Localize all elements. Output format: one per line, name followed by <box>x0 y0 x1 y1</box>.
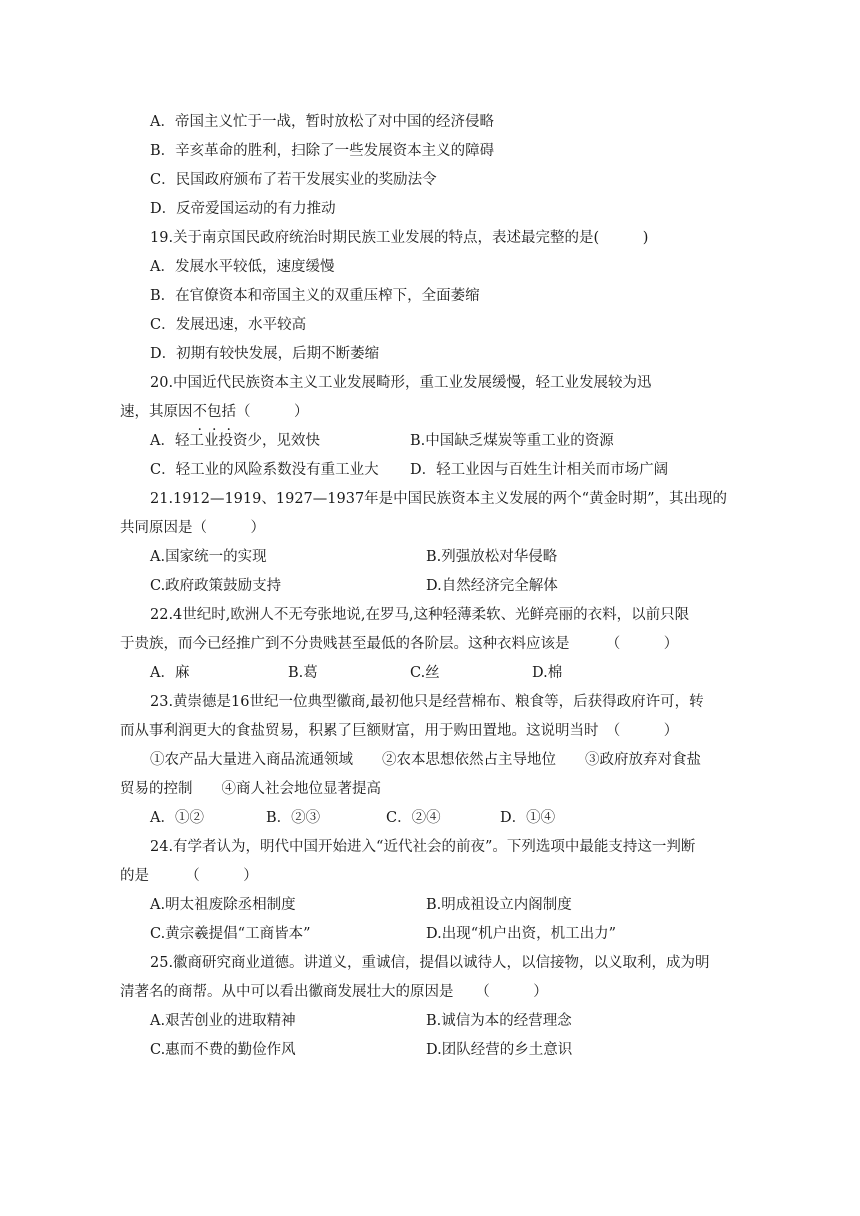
q18-option-b: B．辛亥革命的胜利，扫除了一些发展资本主义的障碍 <box>150 143 495 159</box>
q20-stem-line-1: 20.中国近代民族资本主义工业发展畸形，重工业发展缓慢，轻工业发展较为迅 <box>150 375 652 391</box>
q24-stem-line-2: 的是 （ ） <box>120 868 258 884</box>
q20-stem-post: （ ） <box>236 404 309 420</box>
q20-option-c: C．轻工业的风险系数没有重工业大 <box>150 462 379 478</box>
q19-option-d: D．初期有较快发展，后期不断萎缩 <box>150 346 380 362</box>
q20-emphasis-char-3: 括 <box>221 404 236 420</box>
q24-stem-line-1: 24.有学者认为，明代中国开始进入“近代社会的前夜”。下列选项中最能支持这一判断 <box>150 839 696 855</box>
q23-items-line-1: ①农产品大量进入商品流通领域 ②农本思想依然占主导地位 ③政府放弃对食盐 <box>150 752 701 768</box>
q25-option-b: B.诚信为本的经营理念 <box>426 1013 572 1029</box>
q22-stem-line-2: 于贵族，而今已经推广到不分贵贱甚至最低的各阶层。这种衣料应该是 （ ） <box>120 636 679 652</box>
q23-option-c: C．②④ <box>386 810 441 826</box>
q25-stem-line-1: 25.徽商研究商业道德。讲道义，重诚信，提倡以诚待人，以信接物，以义取利，成为明 <box>150 955 710 971</box>
q19-option-b: B．在官僚资本和帝国主义的双重压榨下，全面萎缩 <box>150 288 480 304</box>
q20-stem-pre: 速，其原因 <box>120 404 193 420</box>
q23-stem-line-2: 而从事利润更大的食盐贸易，积累了巨额财富，用于购田置地。这说明当时 （ ） <box>120 723 679 739</box>
q20-option-b: B.中国缺乏煤炭等重工业的资源 <box>410 433 614 449</box>
q22-stem-line-1: 22.4世纪时,欧洲人不无夸张地说,在罗马,这种轻薄柔软、光鲜亮丽的衣料，以前只限 <box>150 607 690 623</box>
q18-option-d: D．反帝爱国运动的有力推动 <box>150 201 336 217</box>
q23-option-d: D．①④ <box>500 810 556 826</box>
q25-option-c: C.惠而不费的勤俭作风 <box>150 1042 296 1058</box>
q20-stem-line-2 <box>120 402 309 422</box>
q19-option-c: C．发展迅速，水平较高 <box>150 317 307 333</box>
q20-option-a: A．轻工业投资少，见效快 <box>150 433 320 449</box>
q23-stem-line-1: 23.黄崇德是16世纪一位典型徽商,最初他只是经营棉布、粮食等，后获得政府许可，转 <box>150 694 704 710</box>
q23-option-b: B．②③ <box>266 810 321 826</box>
q22-option-a: A．麻 <box>150 665 190 681</box>
q24-option-b: B.明成祖设立内阁制度 <box>426 897 572 913</box>
q20-emphasis-char-2: 包 <box>207 404 222 420</box>
q22-option-d: D.棉 <box>532 665 563 681</box>
q25-option-a: A.艰苦创业的进取精神 <box>150 1013 296 1029</box>
q18-option-c: C．民国政府颁布了若干发展实业的奖励法令 <box>150 172 437 188</box>
q25-option-d: D.团队经营的乡土意识 <box>426 1042 573 1058</box>
q20-emphasis-char-1: 不 <box>192 404 207 420</box>
q22-option-c: C.丝 <box>410 665 440 681</box>
q24-option-c: C.黄宗羲提倡“工商皆本” <box>150 926 311 942</box>
q22-option-b: B.葛 <box>288 665 318 681</box>
q19-stem: 19.关于南京国民政府统治时期民族工业发展的特点，表述最完整的是( ) <box>150 230 649 246</box>
q25-stem-line-2: 清著名的商帮。从中可以看出徽商发展壮大的原因是 （ ） <box>120 984 548 1000</box>
q21-option-d: D.自然经济完全解体 <box>426 578 558 594</box>
q19-option-a: A．发展水平较低，速度缓慢 <box>150 259 335 275</box>
q18-option-a: A．帝国主义忙于一战，暂时放松了对中国的经济侵略 <box>150 114 494 130</box>
q24-option-d: D.出现“机户出资，机工出力” <box>426 926 617 942</box>
q21-option-b: B.列强放松对华侵略 <box>426 549 558 565</box>
q24-option-a: A.明太祖废除丞相制度 <box>150 897 296 913</box>
q23-items-line-2: 贸易的控制 ④商人社会地位显著提高 <box>120 781 381 797</box>
q21-stem-line-1: 21.1912—1919、1927—1937年是中国民族资本主义发展的两个“黄金时期”，其出现的 <box>150 491 727 507</box>
q21-stem-line-2: 共同原因是（ ） <box>120 520 265 536</box>
q20-option-d: D．轻工业因与百姓生计相关而市场广阔 <box>410 462 669 478</box>
q23-option-a: A．①② <box>150 810 204 826</box>
q21-option-a: A.国家统一的实现 <box>150 549 267 565</box>
q21-option-c: C.政府政策鼓励支持 <box>150 578 282 594</box>
